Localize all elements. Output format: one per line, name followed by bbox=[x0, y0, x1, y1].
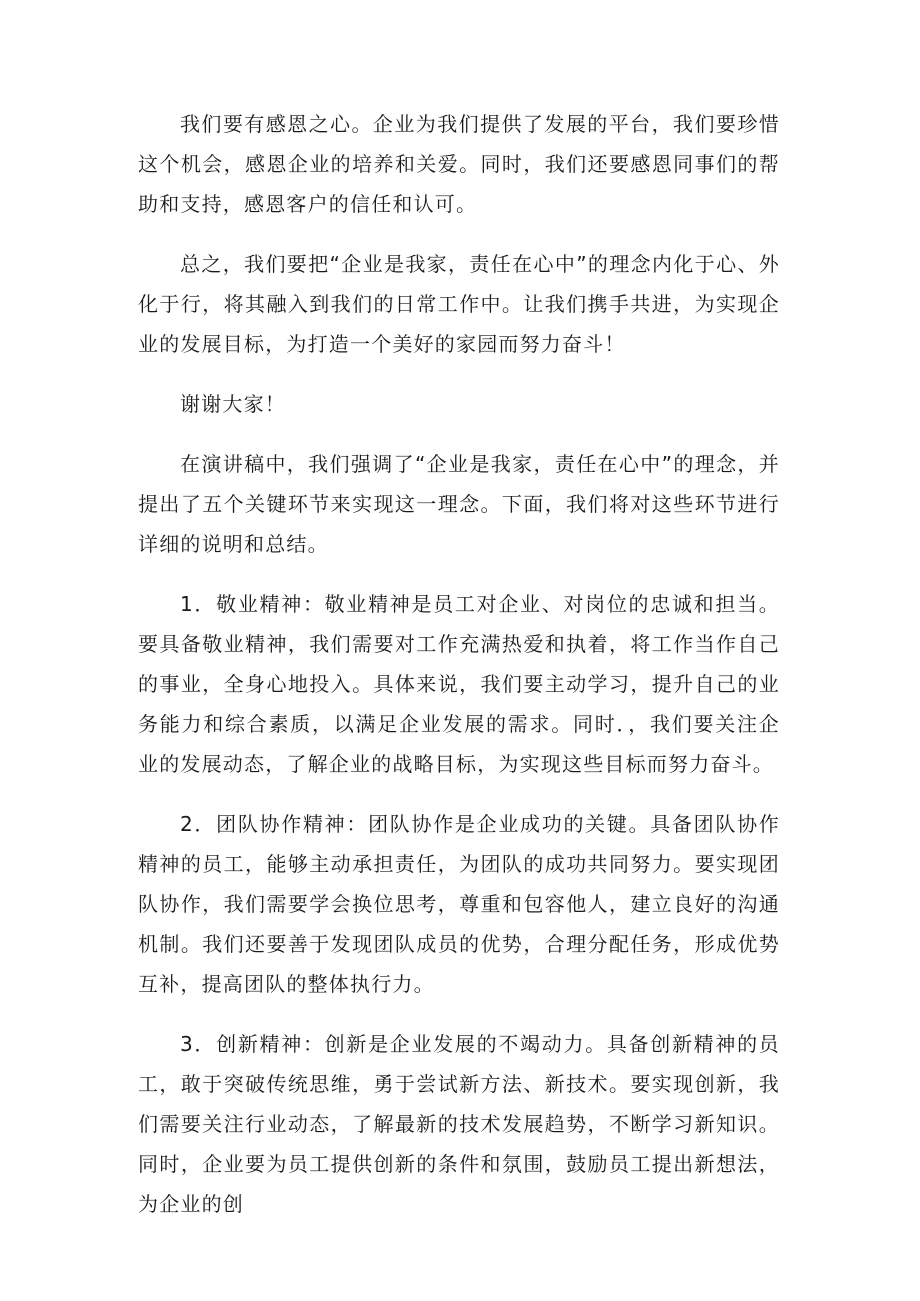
document-body bbox=[138, 104, 780, 1244]
paragraph-summary: 总之，我们要把“企业是我家，责任在心中”的理念内化于心、外化于行，将其融入到我们的日常工作中。让我们携手共进，为实现企业的发展目标，为打造一个美好的家园而努力奋斗！ bbox=[138, 252, 780, 356]
paragraph-intro: 在演讲稿中，我们强调了“企业是我家，责任在心中”的理念，并提出了五个关键环节来实现这一理念。下面，我们将对这些环节进行详细的说明和总结。 bbox=[138, 452, 780, 556]
paragraph-gratitude: 我们要有感恩之心。企业为我们提供了发展的平台，我们要珍惜这个机会，感恩企业的培养和关爱。同时，我们还要感恩同事们的帮助和支持，感恩客户的信任和认可。 bbox=[138, 112, 780, 216]
paragraph-teamwork: 2．团队协作精神：团队协作是企业成功的关键。具备团队协作精神的员工，能够主动承担责任，为团队的成功共同努力。要实现团队协作，我们需要学会换位思考，尊重和包容他人，建立良好的沟通机制。我们还要善于发现团队成员的优势，合理分配任务，形成优势互补，提高团队的整体执行力。 bbox=[138, 812, 780, 996]
paragraph-dedication: 1．敬业精神：敬业精神是员工对企业、对岗位的忠诚和担当。要具备敬业精神，我们需要对工作充满热爱和执着，将工作当作自己的事业，全身心地投入。具体来说，我们要主动学习，提升自己的业务能力和综合素质，以满足企业发展的需求。同时．，我们要关注企业的发展动态，了解企业的战略目标，为实现这些目标而努力奋斗。 bbox=[138, 592, 780, 776]
paragraph-thanks: 谢谢大家！ bbox=[180, 392, 286, 416]
paragraph-innovation: 3．创新精神：创新是企业发展的不竭动力。具备创新精神的员工，敢于突破传统思维，勇于尝试新方法、新技术。要实现创新，我们需要关注行业动态，了解最新的技术发展趋势，不断学习新知识。同时，企业要为员工提供创新的条件和氛围，鼓励员工提出新想法，为企业的创 bbox=[138, 1032, 780, 1216]
